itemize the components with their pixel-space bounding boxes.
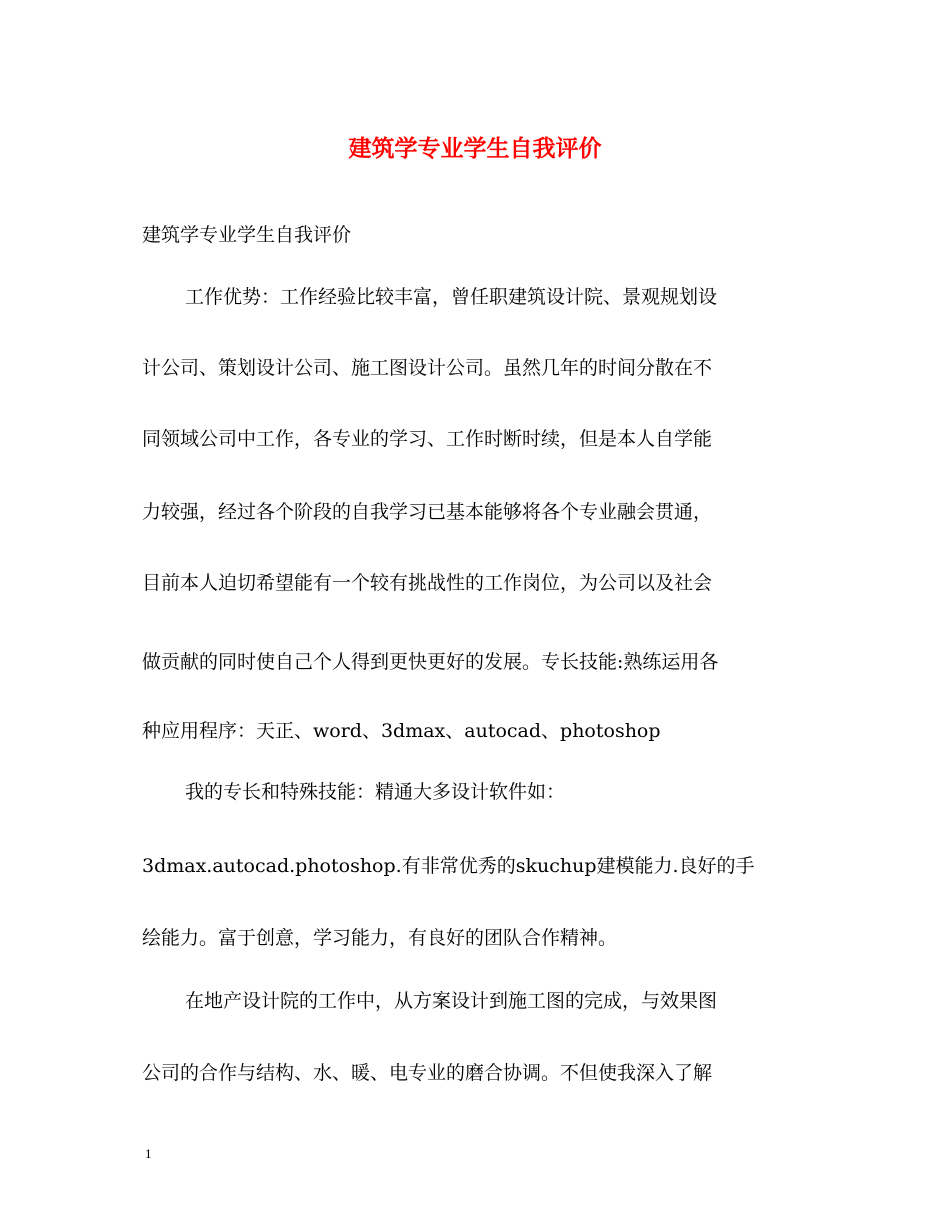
paragraph-line: 工作优势：工作经验比较丰富，曾任职建筑设计院、景观规划设: [185, 286, 718, 308]
paragraph-line: 同领域公司中工作，各专业的学习、工作时断时续，但是本人自学能: [142, 428, 713, 450]
document-title: 建筑学专业学生自我评价: [348, 135, 602, 162]
paragraph-line: 力较强，经过各个阶段的自我学习已基本能够将各个专业融会贯通，: [142, 501, 713, 523]
paragraph-line: 绘能力。富于创意，学习能力，有良好的团队合作精神。: [142, 927, 618, 949]
paragraph-line: 做贡献的同时使自己个人得到更快更好的发展。专长技能:熟练运用各: [142, 651, 719, 673]
paragraph-line: 在地产设计院的工作中，从方案设计到施工图的完成，与效果图: [185, 990, 718, 1012]
paragraph-line: 计公司、策划设计公司、施工图设计公司。虽然几年的时间分散在不: [142, 357, 713, 379]
paragraph-line: 3dmax.autocad.photoshop.有非常优秀的skuchup建模能力.良好的手: [142, 855, 755, 877]
page-number: 1: [145, 1146, 152, 1161]
paragraph-line: 公司的合作与结构、水、暖、电专业的磨合协调。不但使我深入了解: [142, 1062, 713, 1084]
paragraph-line: 种应用程序：天正、word、3dmax、autocad、photoshop: [142, 720, 661, 742]
paragraph-line: 目前本人迫切希望能有一个较有挑战性的工作岗位，为公司以及社会: [142, 572, 713, 594]
paragraph-line: 我的专长和特殊技能：精通大多设计软件如：: [185, 781, 566, 803]
document-subtitle: 建筑学专业学生自我评价: [142, 224, 352, 246]
